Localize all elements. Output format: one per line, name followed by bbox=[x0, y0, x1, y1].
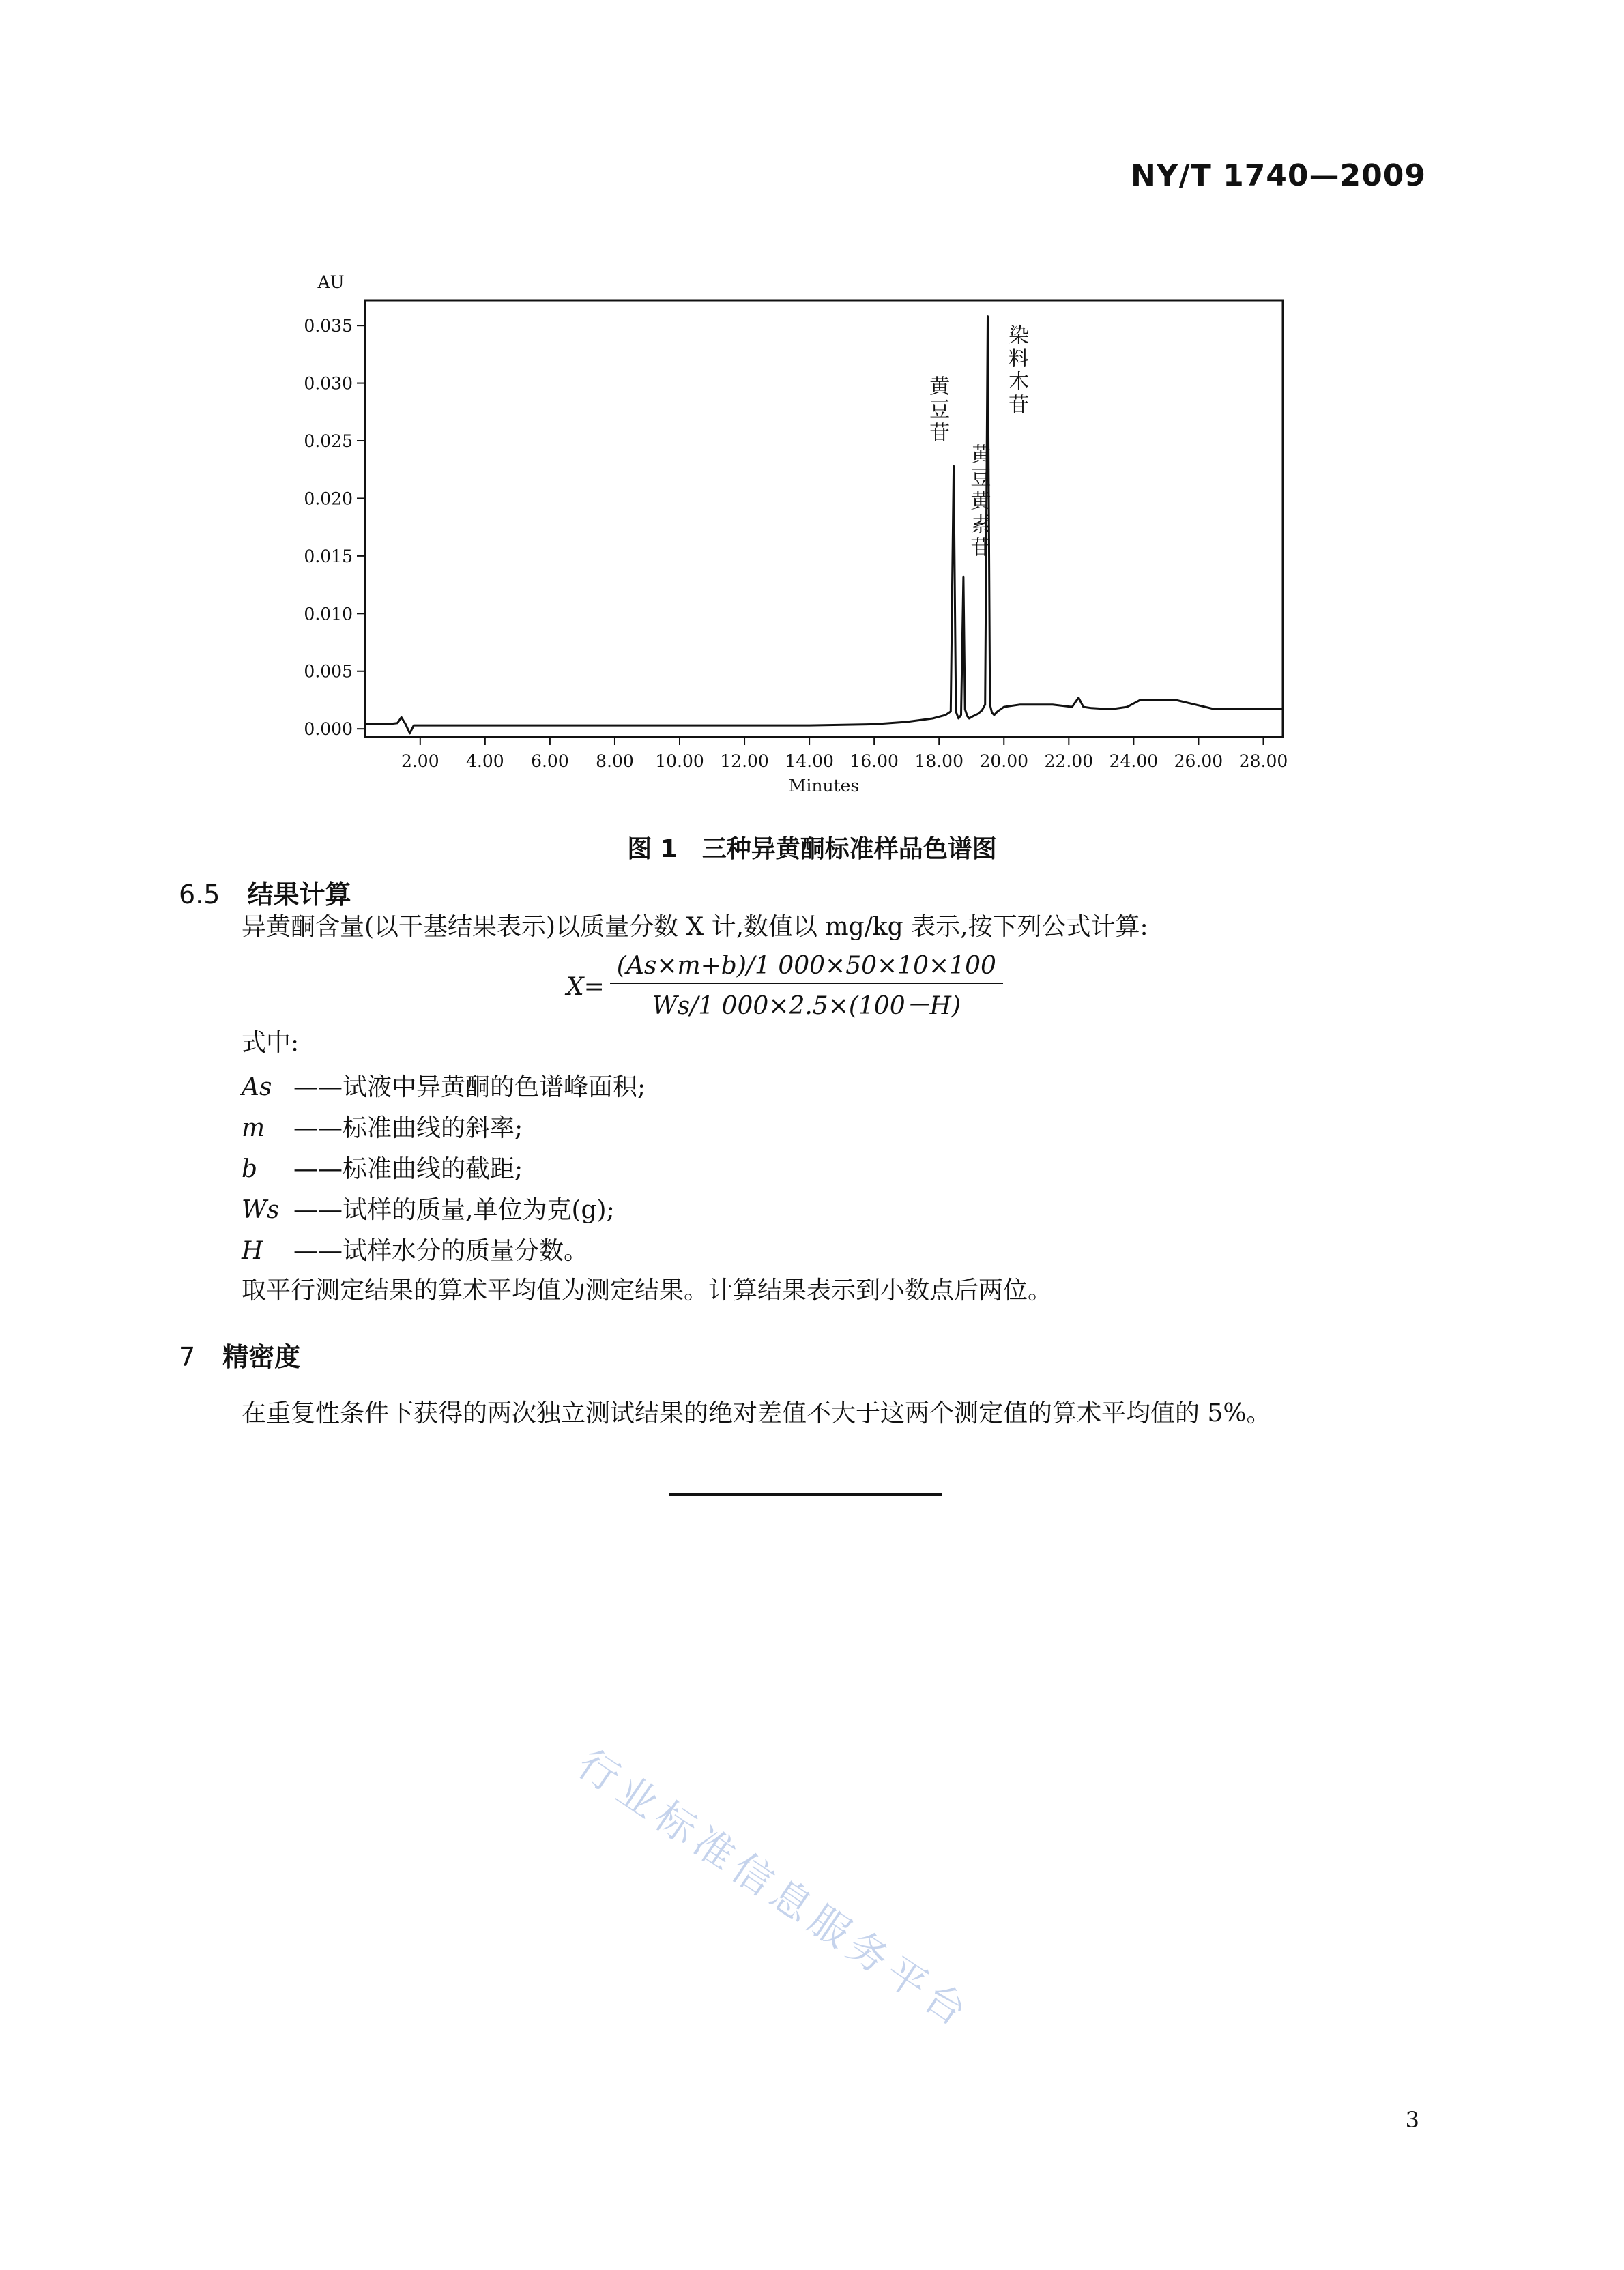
y-tick-label: 0.020 bbox=[304, 489, 353, 509]
x-tick-label: 16.00 bbox=[850, 751, 899, 771]
formula-denominator: Ws/1 000×2.5×(100－H) bbox=[652, 992, 961, 1020]
y-tick-label: 0.010 bbox=[304, 604, 353, 624]
page-number: 3 bbox=[1405, 2107, 1419, 2133]
formula-numerator: (As×m+b)/1 000×50×10×100 bbox=[610, 952, 1003, 984]
x-axis-label: Minutes bbox=[788, 776, 860, 796]
y-tick-label: 0.030 bbox=[304, 373, 353, 394]
x-tick-label: 28.00 bbox=[1238, 751, 1288, 771]
y-tick-label: 0.015 bbox=[304, 546, 353, 566]
chromatogram-trace bbox=[365, 317, 1283, 733]
y-axis-label: AU bbox=[317, 272, 345, 292]
x-tick-label: 18.00 bbox=[914, 751, 964, 771]
section-7-text: 在重复性条件下获得的两次独立测试结果的绝对差值不大于这两个测定值的算术平均值的 5%。 bbox=[242, 1399, 1271, 1427]
variable-definition bbox=[242, 1191, 615, 1225]
variable-definition bbox=[242, 1232, 588, 1266]
watermark: 行业标准信息服务平台 bbox=[569, 1740, 981, 2039]
plot-frame bbox=[365, 300, 1283, 737]
formula-lhs: X= bbox=[566, 972, 605, 1001]
variable-definition bbox=[242, 1068, 646, 1103]
variable-description: ——标准曲线的斜率; bbox=[293, 1114, 523, 1142]
variable-symbol: m bbox=[242, 1114, 265, 1142]
x-tick-label: 14.00 bbox=[785, 751, 834, 771]
x-tick-label: 12.00 bbox=[720, 751, 769, 771]
section-6-5-heading bbox=[179, 873, 351, 911]
variable-symbol: Ws bbox=[242, 1196, 280, 1224]
x-tick-label: 8.00 bbox=[596, 751, 634, 771]
variable-description: ——试样的质量,单位为克(g); bbox=[293, 1196, 615, 1224]
variable-symbol: H bbox=[242, 1237, 263, 1265]
variable-description: ——标准曲线的截距; bbox=[293, 1155, 523, 1183]
y-tick-label: 0.025 bbox=[304, 431, 353, 452]
x-tick-label: 4.00 bbox=[466, 751, 504, 771]
variable-symbol: As bbox=[242, 1073, 272, 1101]
variable-definition bbox=[242, 1150, 523, 1184]
chromatogram-chart bbox=[287, 259, 1324, 805]
variable-description: ——试液中异黄酮的色谱峰面积; bbox=[293, 1073, 646, 1101]
x-tick-label: 10.00 bbox=[655, 751, 704, 771]
figure-caption: 图 1 三种异黄酮标准样品色谱图 bbox=[627, 835, 997, 863]
x-tick-label: 24.00 bbox=[1109, 751, 1159, 771]
section-6-5-intro: 异黄酮含量(以干基结果表示)以质量分数 X 计,数值以 mg/kg 表示,按下列公式计算: bbox=[242, 913, 1148, 941]
formula-fraction bbox=[610, 952, 1003, 1021]
peak-label: 黄豆黄素苷 bbox=[966, 443, 991, 559]
x-tick-label: 6.00 bbox=[531, 751, 569, 771]
y-tick-label: 0.035 bbox=[304, 316, 353, 336]
formula-where-label: 式中: bbox=[242, 1029, 300, 1057]
end-rule bbox=[669, 1493, 942, 1496]
standard-code: NY/T 1740—2009 bbox=[1130, 158, 1426, 193]
y-tick-label: 0.005 bbox=[304, 661, 353, 682]
section-6-5-closing: 取平行测定结果的算术平均值为测定结果。计算结果表示到小数点后两位。 bbox=[242, 1277, 1053, 1305]
x-tick-label: 26.00 bbox=[1174, 751, 1223, 771]
y-tick-label: 0.000 bbox=[304, 719, 353, 740]
peak-label: 黄豆苷 bbox=[925, 375, 950, 445]
peak-label: 染料木苷 bbox=[1004, 324, 1029, 417]
x-tick-label: 2.00 bbox=[401, 751, 439, 771]
variable-symbol: b bbox=[242, 1155, 258, 1183]
x-tick-label: 20.00 bbox=[979, 751, 1029, 771]
section-6-5-number: 6.5 bbox=[179, 879, 220, 910]
section-7-title: 精密度 bbox=[222, 1342, 301, 1372]
x-tick-label: 22.00 bbox=[1044, 751, 1094, 771]
variable-description: ——试样水分的质量分数。 bbox=[293, 1237, 589, 1265]
section-6-5-title: 结果计算 bbox=[247, 879, 351, 910]
section-7-number: 7 bbox=[179, 1342, 196, 1372]
result-formula bbox=[566, 952, 1003, 1021]
variable-definition bbox=[242, 1109, 523, 1144]
section-7-heading bbox=[179, 1336, 300, 1373]
